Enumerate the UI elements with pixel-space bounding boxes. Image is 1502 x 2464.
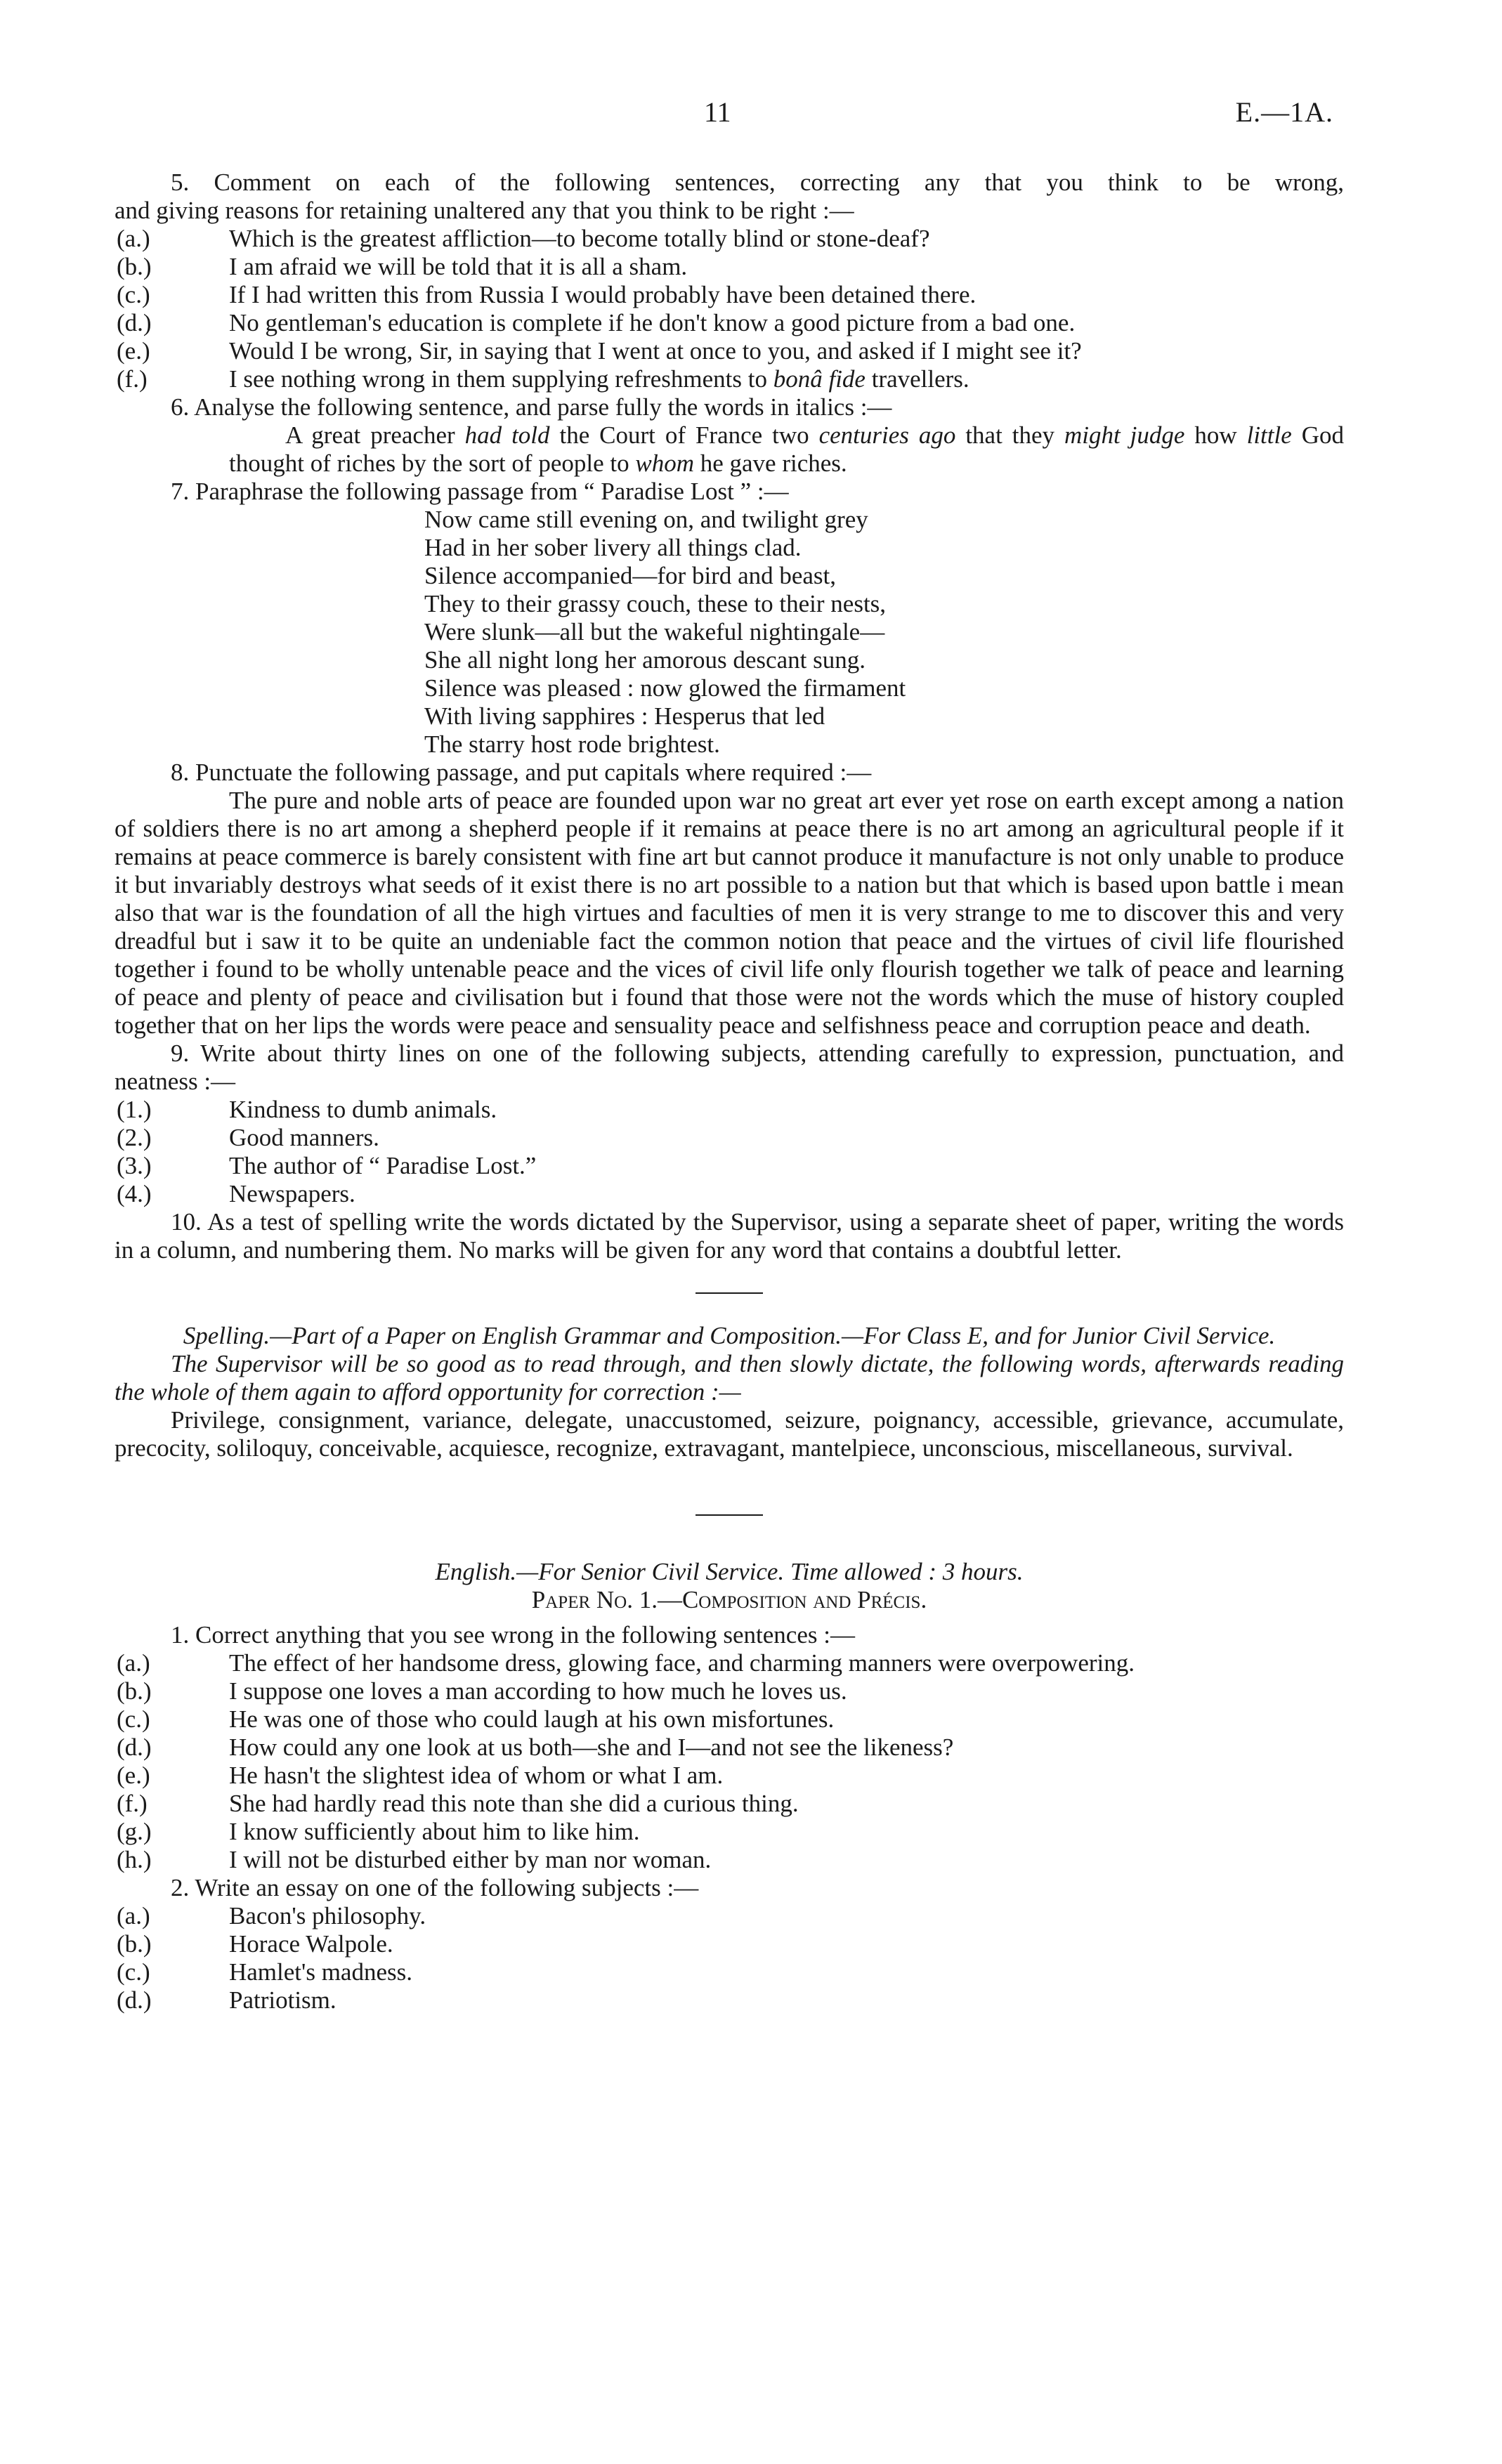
poem-line: Were slunk—all but the wakeful nightingale— — [424, 618, 885, 646]
s1-item-d — [115, 1734, 1344, 1762]
sentence-text: A great preacher — [285, 421, 465, 449]
item-text: I suppose one loves a man according to how much he loves us. — [229, 1677, 847, 1705]
item-label: (e.) — [117, 337, 150, 365]
item-text: Which is the greatest affliction—to become totally blind or stone-deaf? — [229, 225, 930, 252]
item-text: Kindness to dumb animals. — [229, 1096, 497, 1123]
q5-item-e — [115, 337, 1344, 365]
italic-word: might judge — [1064, 421, 1185, 449]
q5-item-b — [115, 253, 1344, 281]
item-text-end: travellers. — [865, 365, 969, 393]
item-label: (c.) — [117, 281, 150, 308]
q5-item-f — [115, 365, 1344, 393]
poem-line: Silence accompanied—for bird and beast, — [424, 562, 837, 589]
poem-line: The starry host rode brightest. — [424, 730, 720, 758]
item-label: (b.) — [117, 253, 152, 280]
sentence-text: the Court of France two — [549, 421, 819, 449]
item-text: I see nothing wrong in them supplying refreshments to — [229, 365, 773, 393]
question-5 — [115, 169, 1344, 393]
item-text: If I had written this from Russia I would probably have been detained there. — [229, 281, 977, 308]
item-text: I will not be disturbed either by man nor woman. — [229, 1846, 712, 1873]
item-text: Good manners. — [229, 1124, 379, 1151]
item-label: (1.) — [117, 1096, 152, 1123]
senior-heading-text: English.—For Senior Civil Service. Time allowed : 3 hours. — [435, 1558, 1024, 1585]
s1-item-c — [115, 1705, 1344, 1734]
item-text: She had hardly read this note than she did a curious thing. — [229, 1790, 799, 1817]
s1-item-b — [115, 1677, 1344, 1705]
item-label: (d.) — [117, 1986, 152, 2014]
question-5-intro-line-1: 5. Comment on each of the following sentences, correcting any that you think to be wrong, — [171, 169, 1344, 196]
q5-item-a — [115, 225, 1344, 253]
item-text: No gentleman's education is complete if he don't know a good picture from a bad one. — [229, 309, 1076, 336]
question-5-intro-line-2: and giving reasons for retaining unaltered any that you think to be right :— — [115, 197, 854, 224]
spelling-section — [115, 1322, 1344, 1462]
s2-item-b — [115, 1930, 1344, 1958]
spelling-instruction — [115, 1350, 1344, 1406]
sentence-text: how — [1184, 421, 1247, 449]
senior-civil-service-section — [115, 1558, 1344, 2014]
item-label: (d.) — [117, 309, 152, 336]
item-label: (a.) — [117, 1649, 150, 1677]
item-label: (c.) — [117, 1705, 150, 1733]
sentence-text: that they — [955, 421, 1064, 449]
q9-item-4 — [115, 1180, 1344, 1208]
question-6 — [115, 393, 1344, 478]
s1-item-h — [115, 1846, 1344, 1874]
sentence-text: God thought of riches by the sort of people to — [229, 421, 1344, 477]
italic-word: whom — [635, 450, 694, 477]
s1-item-f — [115, 1790, 1344, 1818]
poem-excerpt — [115, 506, 1344, 759]
q9-item-2 — [115, 1124, 1344, 1152]
question-8-intro: 8. Punctuate the following passage, and put capitals where required :— — [171, 759, 872, 786]
page-reference: E.—1A. — [1235, 96, 1333, 128]
item-text: Bacon's philosophy. — [229, 1902, 426, 1929]
q5-item-d — [115, 309, 1344, 337]
item-label: (4.) — [117, 1180, 152, 1207]
q9-item-1 — [115, 1096, 1344, 1124]
italic-word: little — [1246, 421, 1292, 449]
item-text: Horace Walpole. — [229, 1930, 393, 1958]
item-label: (a.) — [117, 225, 150, 252]
poem-line: With living sapphires : Hesperus that led — [424, 702, 825, 730]
poem-line: Had in her sober livery all things clad. — [424, 534, 802, 561]
item-label: (f.) — [117, 365, 148, 393]
senior-question-2-intro: 2. Write an essay on one of the following subjects :— — [171, 1874, 699, 1901]
s1-item-g — [115, 1818, 1344, 1846]
poem-line: She all night long her amorous descant sung. — [424, 646, 866, 674]
item-label: (b.) — [117, 1930, 152, 1958]
spelling-instruction-text: The Supervisor will be so good as to read through, and then slowly dictate, the following words, afterwards reading the whole of them again to afford opportunity for correction :— — [115, 1350, 1344, 1405]
item-text: He hasn't the slightest idea of whom or what I am. — [229, 1762, 724, 1789]
item-label: (g.) — [117, 1818, 152, 1845]
question-8 — [115, 759, 1344, 1040]
item-label: (e.) — [117, 1762, 150, 1789]
sentence-text: he gave riches. — [693, 450, 847, 477]
paper-title: Paper No. 1.—Composition and Précis. — [531, 1586, 927, 1613]
item-text: Would I be wrong, Sir, in saying that I went at once to you, and asked if I might see it? — [229, 337, 1082, 365]
item-text: I know sufficiently about him to like him. — [229, 1818, 640, 1845]
item-label: (2.) — [117, 1124, 152, 1151]
question-10: 10. As a test of spelling write the words dictated by the Supervisor, using a separate sheet of paper, writing the words in a column, and numbering them. No marks will be given for any word that contains a doubtful letter. — [115, 1208, 1344, 1264]
item-label: (3.) — [117, 1152, 152, 1179]
s2-item-a — [115, 1902, 1344, 1930]
item-italic-text: bonâ fide — [773, 365, 866, 393]
page-content — [115, 169, 1344, 2014]
s2-item-c — [115, 1958, 1344, 1986]
item-label: (c.) — [117, 1958, 150, 1986]
item-text: Newspapers. — [229, 1180, 355, 1207]
question-7-intro: 7. Paraphrase the following passage from “ Paradise Lost ” :— — [171, 478, 789, 505]
item-text: The author of “ Paradise Lost.” — [229, 1152, 537, 1179]
senior-question-1-intro: 1. Correct anything that you see wrong in the following sentences :— — [171, 1621, 855, 1649]
s1-item-e — [115, 1762, 1344, 1790]
item-text: The effect of her handsome dress, glowing face, and charming manners were overpowering. — [229, 1649, 1135, 1677]
poem-line: Silence was pleased : now glowed the firmament — [424, 674, 906, 702]
poem-line: They to their grassy couch, these to their nests, — [424, 590, 887, 617]
question-6-sentence — [115, 421, 1344, 478]
item-text: Patriotism. — [229, 1986, 337, 2014]
item-label: (b.) — [117, 1677, 152, 1705]
question-8-passage: The pure and noble arts of peace are founded upon war no great art ever yet rose on earth except among a nation of soldiers there is no art among a shepherd people if it remains at peace there is no art among an agricultural people if it remains at peace commerce is barely consistent with fine art but cannot produce it manufacture is not only unable to produce it but invariably destroys what seeds of it exist there is no art possible to a nation but that which is based upon battle i mean also that war is the foundation of all the high virtues and faculties of men it is very strange to me to discover this and very dreadful but i saw it to be quite an undeniable fact the common notion that peace and the virtues of civil life flourished together i found to be wholly untenable peace and the vices of civil life only flourish together we talk of peace and learning of peace and plenty of peace and civilisation but i found that those were not the words which the muse of history coupled together that on her lips the words were peace and sensuality peace and selfishness peace and corruption peace and death. — [115, 787, 1344, 1039]
question-9 — [115, 1040, 1344, 1208]
italic-word: had told — [464, 421, 550, 449]
spelling-heading — [115, 1322, 1344, 1350]
s2-item-d — [115, 1986, 1344, 2014]
page-number: 11 — [704, 96, 731, 128]
s1-item-a — [115, 1649, 1344, 1677]
item-label: (a.) — [117, 1902, 150, 1929]
senior-heading — [115, 1558, 1344, 1586]
question-6-intro: 6. Analyse the following sentence, and parse fully the words in italics :— — [171, 393, 892, 421]
spelling-word-list: Privilege, consignment, variance, delegate, unaccustomed, seizure, poignancy, accessible, grievance, accumulate, precocity, soliloquy, conceivable, acquiesce, recognize, extravagant, mantelpiece, unconscious, miscellaneous, survival. — [115, 1406, 1344, 1462]
item-text: Hamlet's madness. — [229, 1958, 412, 1986]
item-label: (d.) — [117, 1734, 152, 1761]
item-label: (h.) — [117, 1846, 152, 1873]
q9-item-3 — [115, 1152, 1344, 1180]
italic-word: centuries ago — [818, 421, 956, 449]
spelling-heading-text: Spelling.—Part of a Paper on English Grammar and Composition.—For Class E, and for Junior Civil Service. — [183, 1322, 1276, 1349]
item-text: He was one of those who could laugh at his own misfortunes. — [229, 1705, 835, 1733]
question-9-intro: 9. Write about thirty lines on one of the following subjects, attending carefully to expression, punctuation, and neatness :— — [115, 1040, 1344, 1095]
q5-item-c — [115, 281, 1344, 309]
poem-line: Now came still evening on, and twilight grey — [424, 506, 868, 533]
item-text: How could any one look at us both—she and I—and not see the likeness? — [229, 1734, 954, 1761]
question-7 — [115, 478, 1344, 759]
item-text: I am afraid we will be told that it is all a sham. — [229, 253, 688, 280]
item-label: (f.) — [117, 1790, 148, 1817]
